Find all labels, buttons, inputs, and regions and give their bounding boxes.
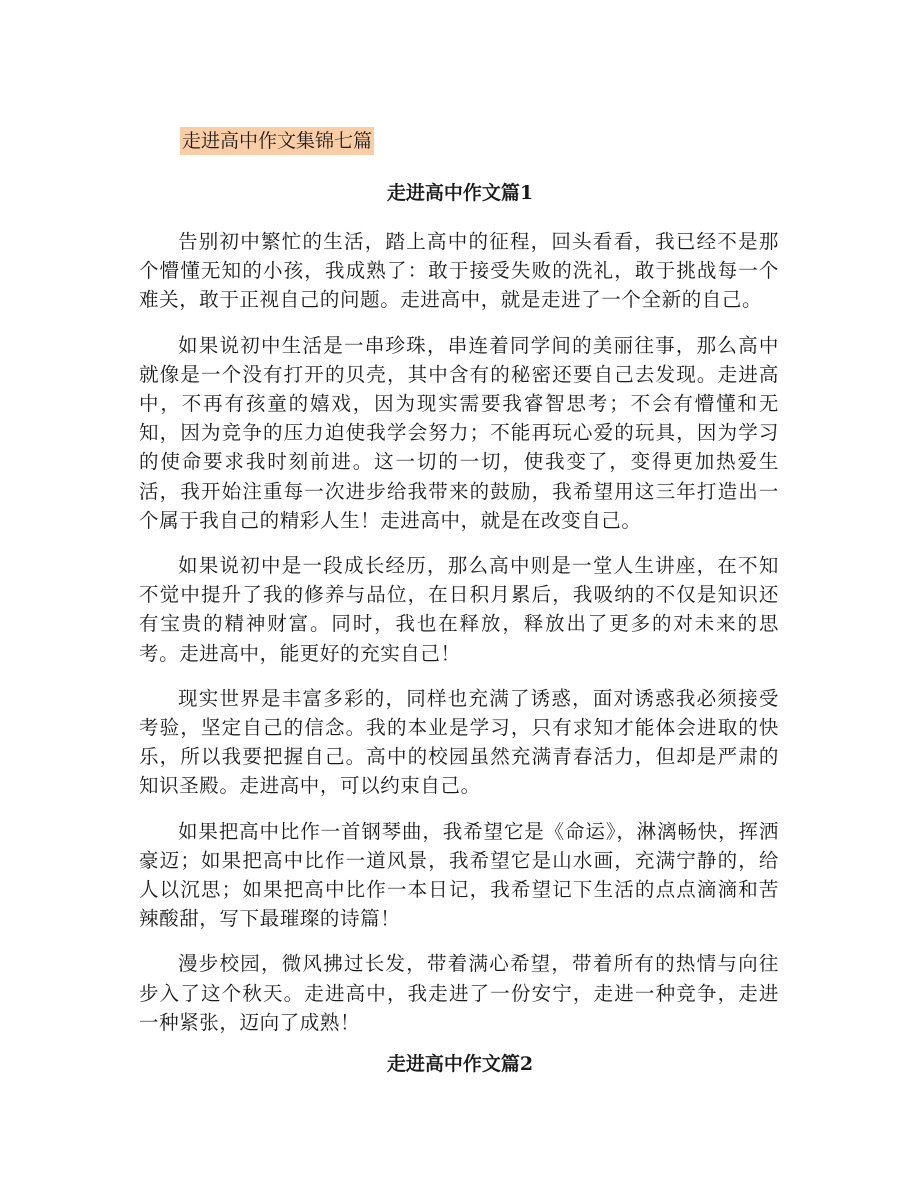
paragraph-2: 如果说初中生活是一串珍珠，串连着同学间的美丽往事，那么高中就像是一个没有打开的贝壳，其中含有的秘密还要自己去发现。走进高中，不再有孩童的嬉戏，因为现实需要我睿智思考；不会有懵懂和无知，因为竞争的压力迫使我学会努力；不能再玩心爱的玩具，因为学习的使命要求我时刻前进。这一切的一切，使我变了，变得更加热爱生活，我开始注重每一次进步给我带来的鼓励，我希望用这三年打造出一个属于我自己的精彩人生！走进高中，就是在改变自己。: [139, 333, 779, 532]
paragraph-5: 如果把高中比作一首钢琴曲，我希望它是《命运》，淋漓畅快，挥洒豪迈；如果把高中比作一道风景，我希望它是山水画，充满宁静的，给人以沉思；如果把高中比作一本日记，我希望记下生活的点点滴滴和苦辣酸甜，写下最璀璨的诗篇！: [139, 819, 779, 931]
section-heading-2: 走进高中作文篇2: [386, 1053, 534, 1075]
document-title: 走进高中作文集锦七篇: [180, 127, 374, 155]
section-1-body: [139, 227, 779, 1053]
paragraph-4: 现实世界是丰富多彩的，同样也充满了诱惑，面对诱惑我必须接受考验，坚定自己的信念。我的本业是学习，只有求知才能体会进取的快乐，所以我要把握自己。高中的校园虽然充满青春活力，但却是严肃的知识圣殿。走进高中，可以约束自己。: [139, 686, 779, 798]
section-heading-1: 走进高中作文篇1: [386, 182, 534, 204]
paragraph-3: 如果说初中是一段成长经历，那么高中则是一堂人生讲座，在不知不觉中提升了我的修养与品位，在日积月累后，我吸纳的不仅是知识还有宝贵的精神财富。同时，我也在释放，释放出了更多的对未来的思考。走进高中，能更好的充实自己！: [139, 554, 779, 665]
paragraph-6: 漫步校园，微风拂过长发，带着满心希望，带着所有的热情与向往步入了这个秋天。走进高中，我走进了一份安宁，走进一种竞争，走进一种紧张，迈向了成熟！: [139, 952, 779, 1034]
paragraph-1: 告别初中繁忙的生活，踏上高中的征程，回头看看，我已经不是那个懵懂无知的小孩，我成熟了：敢于接受失败的洗礼，敢于挑战每一个难关，敢于正视自己的问题。走进高中，就是走进了一个全新的自己。: [139, 230, 779, 312]
